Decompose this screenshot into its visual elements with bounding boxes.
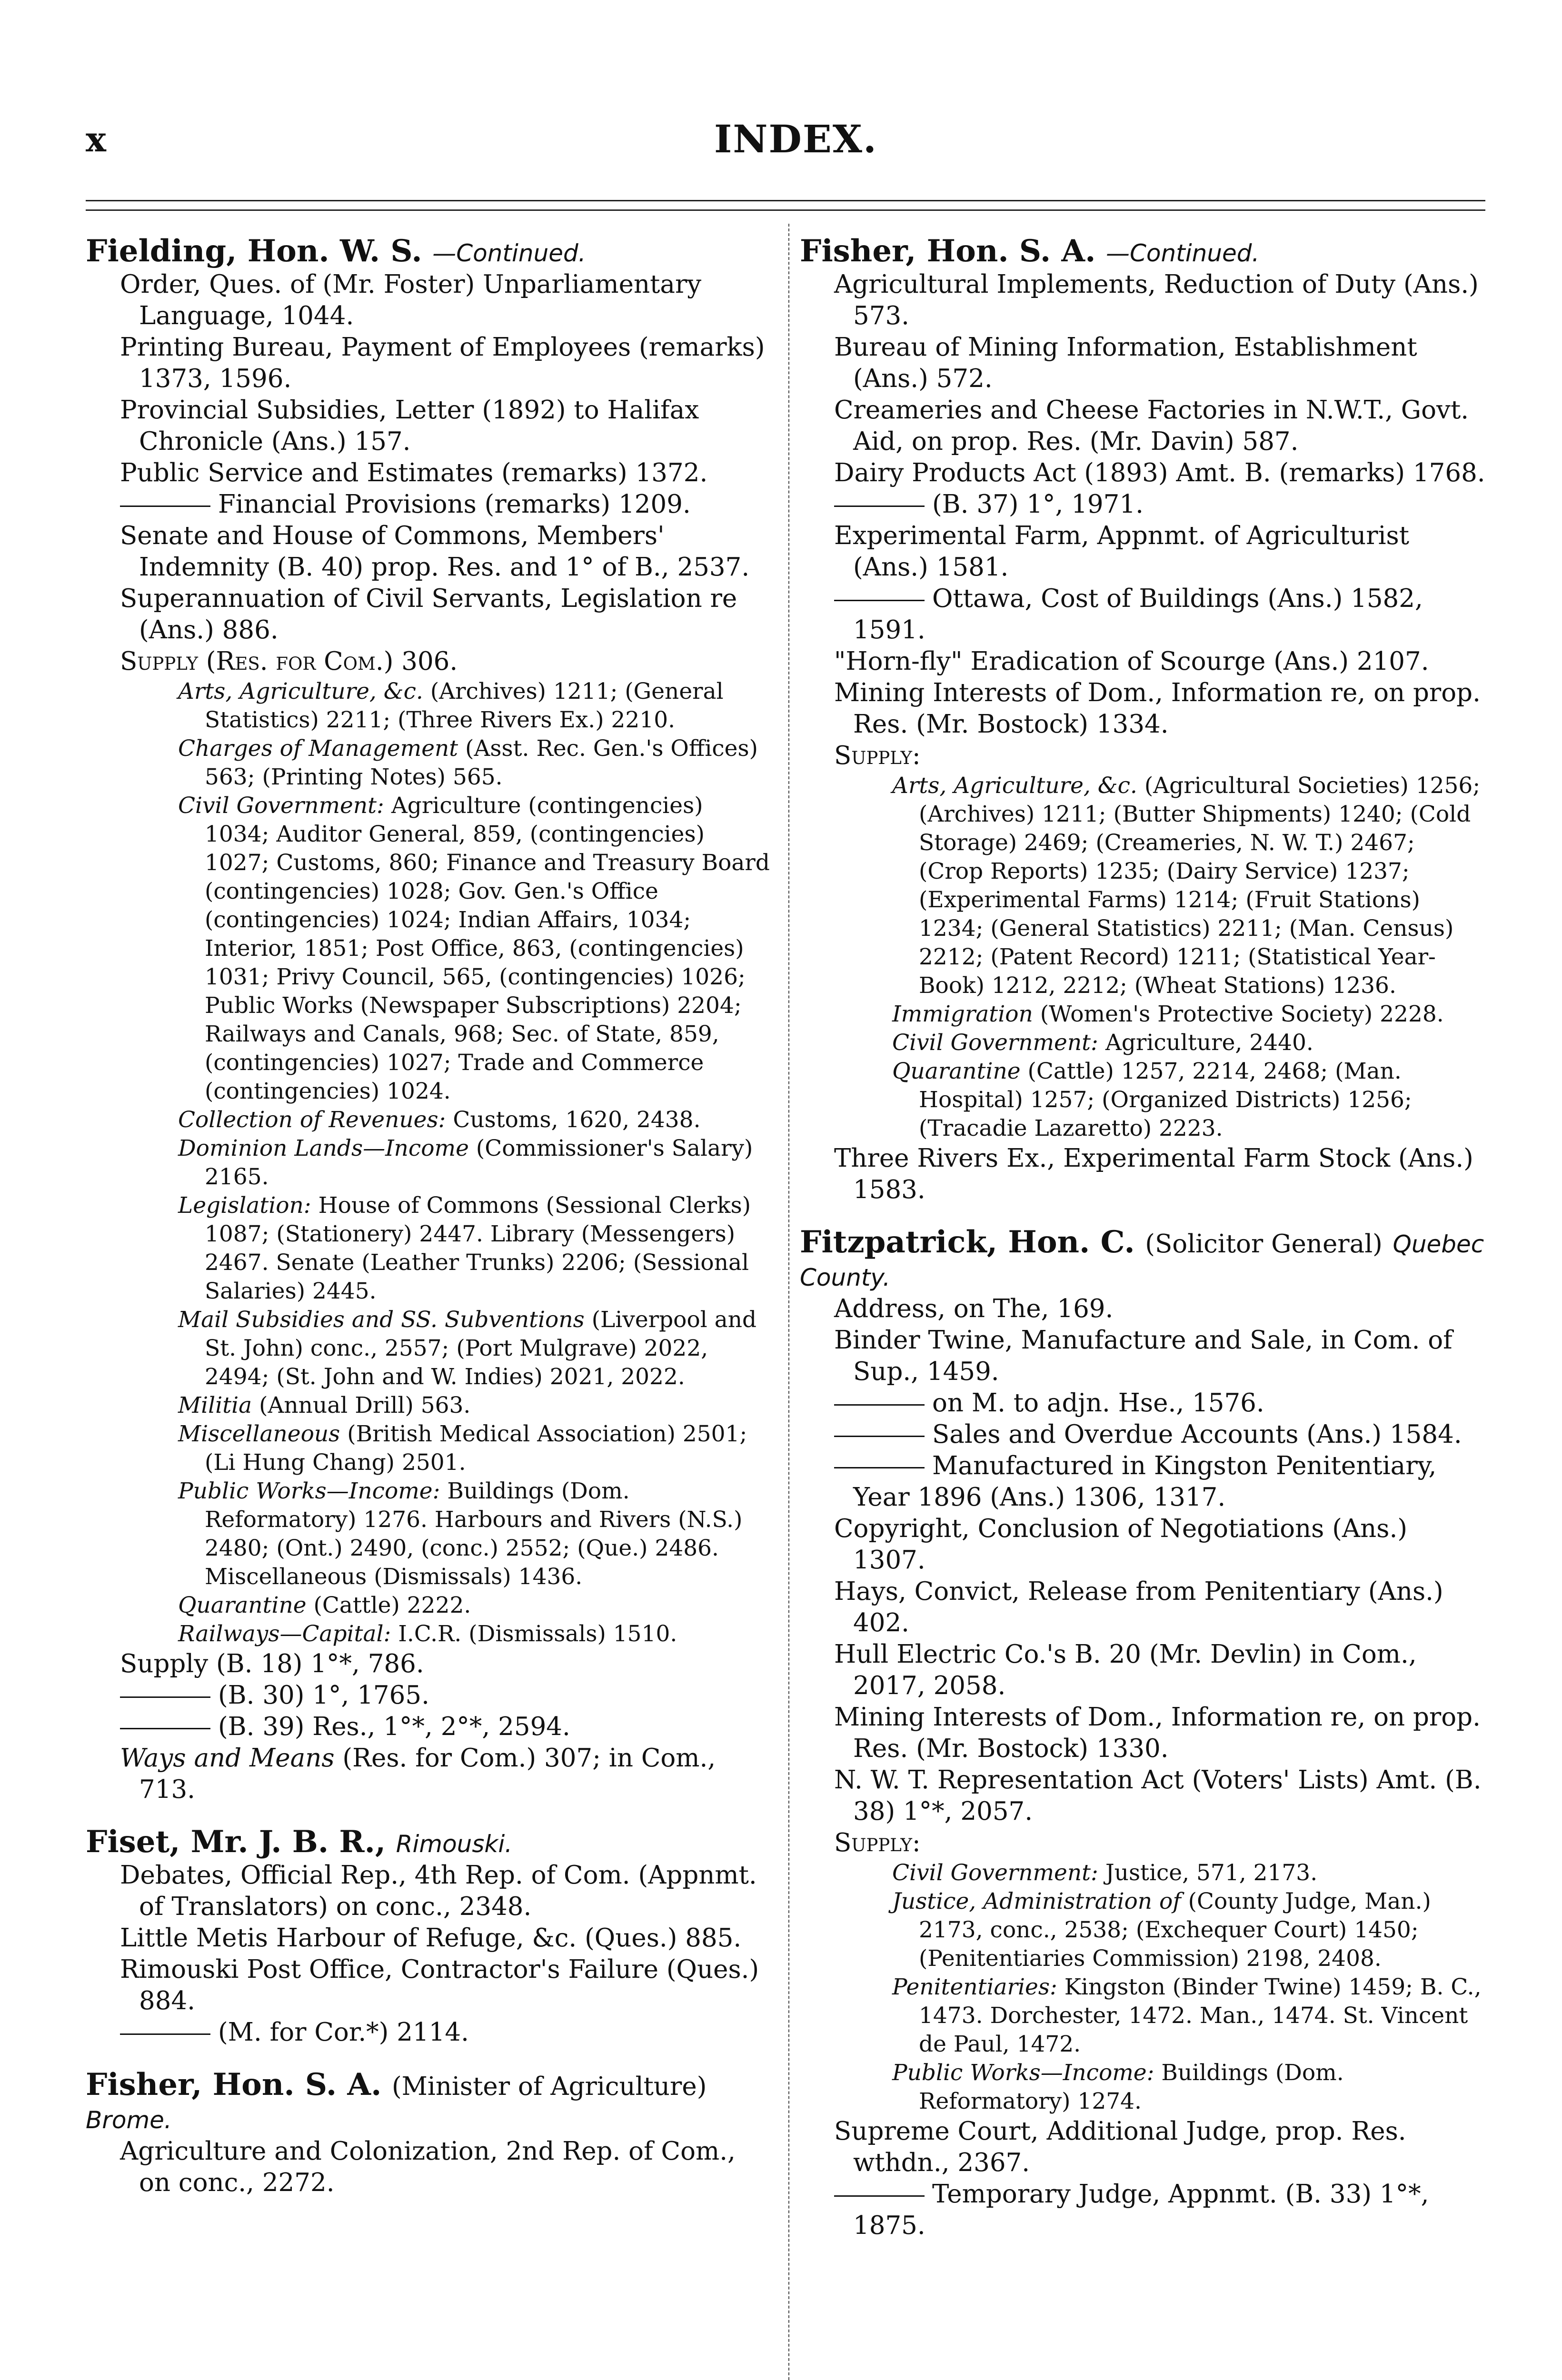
index-entry [800,489,1485,520]
index-subentry [800,772,1485,1000]
entry-text: Sales and Overdue Accounts (Ans.) 1584. [932,1420,1462,1449]
entry-text: Binder Twine, Manufacture and Sale, in Com. of Sup., 1459. [834,1326,1453,1386]
entry-text: Buildings (Dom. Reformatory) 1276. Harbours and Rivers (N.S.) 2480; (Ont.) 2490, (conc.) 2552; (Que.) 2486. Miscellaneous (Dismissals) 1436. [205,1478,743,1590]
index-entry [800,1450,1485,1513]
index-entry [800,1419,1485,1450]
entry-lead: Mail Subsidies and SS. Subventions [178,1307,585,1333]
index-subentry [86,1620,771,1648]
entry-text: Bureau of Mining Information, Establishment (Ans.) 572. [834,333,1417,393]
index-heading [86,233,771,269]
entry-text: Copyright, Conclusion of Negotiations (Ans.) 1307. [834,1514,1408,1575]
entry-text: Three Rivers Ex., Experimental Farm Stock (Ans.) 1583. [834,1144,1473,1204]
heading-name: Fisher, Hon. S. A. [86,2067,382,2102]
heading-suffix: —Continued. [432,239,586,267]
index-entry [86,1743,771,1805]
entry-lead: Ways and Means [120,1744,335,1773]
entry-text: (Asst. Rec. Gen.'s Offices) 563; (Printing Notes) 565. [205,735,758,790]
entry-text: "Horn-fly" Eradication of Scourge (Ans.) 2107. [834,647,1429,676]
right-column [800,233,1485,2241]
entry-text: Agriculture and Colonization, 2nd Rep. of Com., on conc., 2272. [120,2137,736,2197]
index-entry [86,395,771,457]
index-entry [800,677,1485,740]
entry-text: Customs, 1620, 2438. [453,1107,701,1133]
heading-suffix: Brome. [86,2106,172,2134]
index-entry [86,269,771,332]
heading-name: Fiset, Mr. J. B. R., [86,1824,386,1860]
entry-text: Agriculture (contingencies) 1034; Auditor General, 859, (contingencies) 1027; Customs, 860; Finance and Treasury Board (contingencies) 1028; Gov. Gen.'s Office (contingencies) 1024; Indian Affairs, 1034; Interior, 1851; Post Office, 863, (contingencies) 1031; Privy Council, 565, (contingencies) 1026; Public Works (Newspaper Subscriptions) 2204; Railways and Canals, 968; Sec. of State, 859, (contingencies) 1027; Trade and Commerce (contingencies) 1024. [205,793,770,1104]
index-subentry [86,1106,771,1134]
entry-text: (Cattle) 1257, 2214, 2468; (Man. Hospital) 1257; (Organized Districts) 1256; (Tracadie Lazaretto) 2223. [919,1058,1412,1141]
entry-lead: Arts, Agriculture, &c. [892,773,1137,799]
entry-lead: Justice, Administration of [892,1888,1181,1914]
index-subentry [86,792,771,1106]
entry-text: Debates, Official Rep., 4th Rep. of Com. (Appnmt. of Translators) on conc., 2348. [120,1861,757,1921]
entry-lead: Charges of Management [178,735,458,762]
index-entry [800,1143,1485,1206]
index-entry [800,269,1485,332]
entry-text: (Women's Protective Society) 2228. [1040,1001,1444,1027]
entry-text: N. W. T. Representation Act (Voters' Lists) Amt. (B. 38) 1°*, 2057. [834,1765,1482,1826]
entry-text: Superannuation of Civil Servants, Legislation re (Ans.) 886. [120,584,737,645]
index-subentry [800,1000,1485,1029]
index-entry [86,2136,771,2199]
header-rule [86,200,1485,201]
index-heading [800,233,1485,269]
entry-text: House of Commons (Sessional Clerks) 1087; (Stationery) 2447. Library (Messengers) 2467. Senate (Leather Trunks) 2206; (Sessional Salaries) 2445. [205,1192,751,1304]
ditto-dash [834,506,925,507]
entry-lead: Quarantine [178,1592,307,1618]
entry-text: Agriculture, 2440. [1105,1030,1313,1056]
index-subentry [800,1887,1485,1973]
index-subentry [86,1191,771,1306]
entry-text: Justice, 571, 2173. [1105,1860,1318,1886]
index-entry [86,583,771,646]
entry-text: Agricultural Implements, Reduction of Duty (Ans.) 573. [834,270,1479,330]
heading-suffix: —Continued. [1105,239,1260,267]
entry-text: (County Judge, Man.) 2173, conc., 2538; (Exchequer Court) 1450; (Penitentiaries Commission) 2198, 2408. [919,1888,1431,1972]
index-entry [800,395,1485,457]
index-entry [800,1513,1485,1576]
index-entry [86,1923,771,1954]
entry-text: Buildings (Dom. Reformatory) 1274. [919,2060,1344,2114]
ditto-dash [834,2195,925,2197]
ditto-dash [834,600,925,601]
index-entry [800,583,1485,646]
entry-lead: Collection of Revenues: [178,1107,446,1133]
index-entry [800,520,1485,583]
index-entry [800,2116,1485,2179]
entry-lead: Civil Government: [892,1030,1098,1056]
heading-role: (Solicitor General) [1145,1230,1383,1259]
entry-text: Mining Interests of Dom., Information re, on prop. Res. (Mr. Bostock) 1334. [834,678,1481,739]
index-entry [800,332,1485,395]
index-subentry [86,1477,771,1591]
index-entry [800,1388,1485,1419]
index-entry [800,646,1485,677]
heading-suffix: Quebec County. [800,1230,1484,1291]
entry-text: Ottawa, Cost of Buildings (Ans.) 1582, 1591. [853,584,1423,645]
entry-text: (Agricultural Societies) 1256; (Archives) 1211; (Butter Shipments) 1240; (Cold Storage) 2469; (Creameries, N. W. T.) 2467; (Crop Reports) 1235; (Dairy Service) 1237; (Experimental Farms) 1214; (Fruit Stations) 1234; (General Statistics) 2211; (Man. Census) 2212; (Patent Record) 1211; (Statistical Year-Book) 1212, 2212; (Wheat Stations) 1236. [919,773,1481,999]
index-entry [86,1860,771,1923]
index-entry [86,332,771,395]
entry-text: Manufactured in Kingston Penitentiary, Year 1896 (Ans.) 1306, 1317. [853,1451,1437,1512]
index-entry [86,2017,771,2048]
page-title: INDEX. [714,117,877,161]
entry-text: Address, on The, 169. [834,1294,1114,1323]
entry-lead: Railways—Capital: [178,1621,391,1647]
entry-text: Printing Bureau, Payment of Employees (remarks) 1373, 1596. [120,333,765,393]
page-number: x [86,119,106,159]
index-entry [800,1293,1485,1325]
entry-text: Provincial Subsidies, Letter (1892) to Halifax Chronicle (Ans.) 157. [120,396,699,456]
index-subentry [800,1859,1485,1887]
heading-name: Fielding, Hon. W. S. [86,233,422,269]
index-subentry [86,1306,771,1391]
entry-text: Experimental Farm, Appnmt. of Agriculturist (Ans.) 1581. [834,521,1410,582]
entry-text: Order, Ques. of (Mr. Foster) Unparliamentary Language, 1044. [120,270,702,330]
entry-text: Creameries and Cheese Factories in N.W.T., Govt. Aid, on prop. Res. (Mr. Davin) 587. [834,396,1469,456]
entry-text: Public Service and Estimates (remarks) 1372. [120,458,708,487]
entry-text: I.C.R. (Dismissals) 1510. [398,1621,677,1647]
entry-lead: Quarantine [892,1058,1021,1084]
entry-text: Temporary Judge, Appnmt. (B. 33) 1°*, 1875. [853,2180,1429,2240]
entry-text: Rimouski Post Office, Contractor's Failure (Ques.) 884. [120,1955,759,2015]
entry-lead: Miscellaneous [178,1421,340,1447]
entry-lead: Penitentiaries: [892,1974,1057,2000]
index-entry [800,457,1485,489]
supply-heading: Supply: [834,741,921,770]
index-subentry [800,1973,1485,2059]
index-subentry [86,1591,771,1620]
entry-text: (British Medical Association) 2501; (Li Hung Chang) 2501. [205,1421,747,1476]
entry-lead: Immigration [892,1001,1033,1027]
ditto-dash [120,2033,210,2035]
entry-text: Hays, Convict, Release from Penitentiary (Ans.) 402. [834,1577,1443,1637]
entry-lead: Arts, Agriculture, &c. [178,678,423,704]
entry-text: (Commissioner's Salary) 2165. [205,1135,753,1190]
entry-text: Kingston (Binder Twine) 1459; B. C., 1473. Dorchester, 1472. Man., 1474. St. Vincent de Paul, 1472. [919,1974,1482,2057]
ditto-dash [834,1436,925,1437]
index-entry [86,1680,771,1711]
heading-name: Fisher, Hon. S. A. [800,233,1096,269]
entry-text: (M. for Cor.*) 2114. [218,2018,469,2047]
entry-text: Mining Interests of Dom., Information re, on prop. Res. (Mr. Bostock) 1330. [834,1703,1481,1763]
index-entry [800,2179,1485,2241]
index-subentry [86,734,771,792]
entry-text: (Cattle) 2222. [313,1592,471,1618]
index-subentry [800,2059,1485,2116]
entry-lead: Public Works—Income: [892,2060,1154,2086]
left-column [86,233,771,2199]
entry-text: (Res. for Com.) 307; in Com., 713. [139,1744,716,1804]
index-heading [86,1826,771,1860]
index-subentry [800,1029,1485,1057]
heading-role: (Minister of Agriculture) [391,2072,707,2101]
ditto-dash [834,1404,925,1406]
heading-suffix: Rimouski. [396,1830,513,1858]
header-rule [86,209,1485,211]
supply-heading: Supply: [834,1828,921,1857]
index-entry [86,1648,771,1680]
index-entry [800,1702,1485,1765]
entry-text: on M. to adjn. Hse., 1576. [932,1388,1264,1418]
index-subentry [86,677,771,734]
index-heading [800,1224,1485,1293]
index-subentry [86,1391,771,1420]
entry-lead: Public Works—Income: [178,1478,440,1504]
entry-text: (Archives) 1211; (General Statistics) 2211; (Three Rivers Ex.) 2210. [205,678,724,733]
heading-name: Fitzpatrick, Hon. C. [800,1224,1135,1260]
entry-lead: Dominion Lands—Income [178,1135,469,1161]
entry-text: (B. 39) Res., 1°*, 2°*, 2594. [218,1712,570,1741]
page-header [0,0,1562,195]
entry-lead: Civil Government: [178,793,384,819]
index-entry [800,1325,1485,1388]
entry-text: (Liverpool and St. John) conc., 2557; (Port Mulgrave) 2022, 2494; (St. John and W. Indies) 2021, 2022. [205,1307,757,1390]
entry-text: Supreme Court, Additional Judge, prop. Res. wthdn., 2367. [834,2117,1406,2177]
column-divider [788,224,789,2380]
index-subentry [86,1134,771,1191]
ditto-dash [120,1728,210,1729]
index-entry [800,1765,1485,1827]
index-entry [800,1576,1485,1639]
entry-text: (B. 37) 1°, 1971. [932,490,1144,519]
entry-lead: Legislation: [178,1192,311,1219]
index-entry [86,1711,771,1743]
index-entry [800,1639,1485,1702]
index-heading [86,2069,771,2136]
entry-text: (B. 30) 1°, 1765. [218,1681,429,1710]
index-entry [86,520,771,583]
ditto-dash [120,1696,210,1698]
index-entry [86,489,771,520]
entry-text: Senate and House of Commons, Members' Indemnity (B. 40) prop. Res. and 1° of B., 2537. [120,521,750,582]
entry-lead: Militia [178,1392,252,1418]
supply-heading: Supply (Res. for Com.) 306. [120,647,458,676]
entry-lead: Civil Government: [892,1860,1098,1886]
index-entry [86,457,771,489]
entry-text: Supply (B. 18) 1°*, 786. [120,1649,424,1678]
entry-text: Financial Provisions (remarks) 1209. [218,490,691,519]
ditto-dash [834,1467,925,1468]
index-subentry [800,1057,1485,1143]
entry-text: Little Metis Harbour of Refuge, &c. (Ques.) 885. [120,1924,742,1953]
entry-text: Dairy Products Act (1893) Amt. B. (remarks) 1768. [834,458,1485,487]
entry-text: (Annual Drill) 563. [259,1392,471,1418]
entry-text: Hull Electric Co.'s B. 20 (Mr. Devlin) in Com., 2017, 2058. [834,1640,1417,1700]
ditto-dash [120,506,210,507]
index-subentry [86,1420,771,1477]
index-entry [86,1954,771,2017]
